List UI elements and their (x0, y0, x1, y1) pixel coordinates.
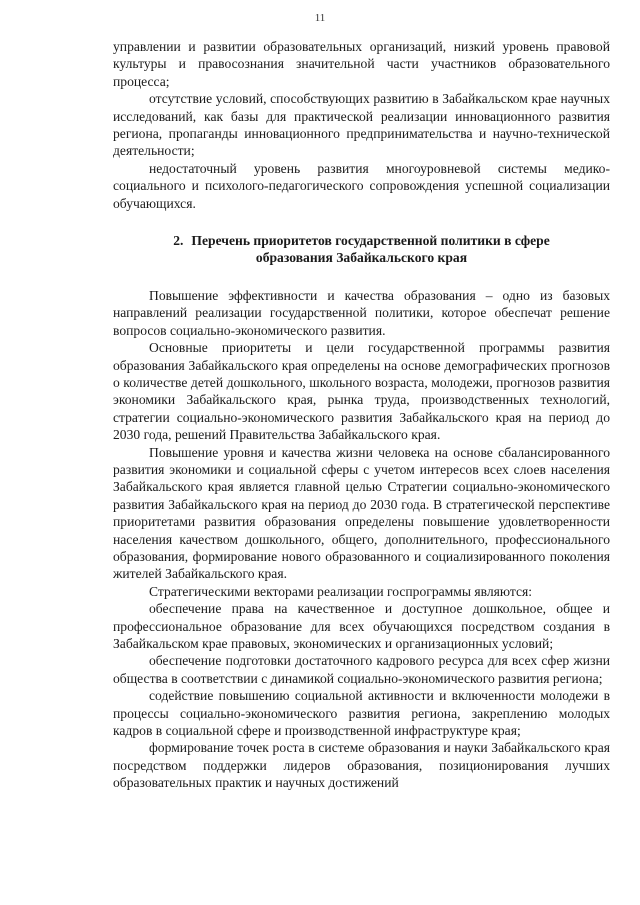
list-item: обеспечение подготовки достаточного кадрового ресурса для всех сфер жизни общества в соответствии с динамикой социально-экономического развития региона; (113, 653, 610, 686)
page-content (113, 38, 610, 792)
paragraph: Основные приоритеты и цели государственной программы развития образования Забайкальского края определены на основе демографических прогнозов о количестве детей дошкольного, школьного возраста, молодежи, прогнозов развития экономики Забайкальского края, рынка труда, производственных технологий, стратегии социально-экономического развития Забайкальского края на период до 2030 года, решений Правительства Забайкальского края. (113, 340, 610, 443)
paragraph: Стратегическими векторами реализации госпрограммы являются: (149, 583, 533, 599)
list-item: формирование точек роста в системе образования и науки Забайкальского края посредством поддержки лидеров образования, позиционирования лучших образовательных практик и научных достижений (113, 740, 610, 791)
section-number: 2. (173, 233, 184, 249)
section-heading-line1 (113, 232, 610, 249)
section-title-part1: Перечень приоритетов государственной политики в сфере (191, 233, 550, 249)
list-item: обеспечение права на качественное и доступное дошкольное, общее и профессиональное образование для всех обучающихся посредством создания в Забайкальском крае правовых, экономических и организационных условий; (113, 601, 610, 651)
paragraph: недостаточный уровень развития многоуровневой системы медико-социального и психолого-педагогического сопровождения успешной социализации обучающихся. (113, 160, 610, 211)
section-heading (113, 232, 610, 267)
section-title-part2: образования Забайкальского края (255, 250, 468, 266)
paragraph: отсутствие условий, способствующих развитию в Забайкальском крае научных исследований, как базы для практической реализации инновационного развития региона, пропаганды инновационного предпринимательства и научно-технической деятельности; (113, 91, 610, 159)
paragraph-continuation: управлении и развитии образовательных организаций, низкий уровень правовой культуры и правосознания значительной части участников образовательного процесса; (113, 39, 610, 89)
page-number: 11 (314, 12, 326, 24)
paragraph: Повышение уровня и качества жизни человека на основе сбалансированного развития экономики и социальной сферы с учетом интересов всех слоев населения Забайкальского края является главной целью Стратегии социально-экономического развития Забайкальского края на период до 2030 года. В стратегической перспективе приоритетами развития образования определены повышение удовлетворенности населения качеством дошкольного, общего, дополнительного, профессионального образования, формирование нового образованного и социализированного поколения жителей Забайкальского края. (113, 444, 610, 582)
list-item: содействие повышению социальной активности и включенности молодежи в процессы социально-экономического развития региона, закреплению молодых кадров в социальной сфере и производственной инфраструктуре края; (113, 688, 610, 739)
paragraph: Повышение эффективности и качества образования – одно из базовых направлений реализации государственной политики, которое обеспечат решение вопросов социально-экономического развития. (113, 287, 610, 338)
